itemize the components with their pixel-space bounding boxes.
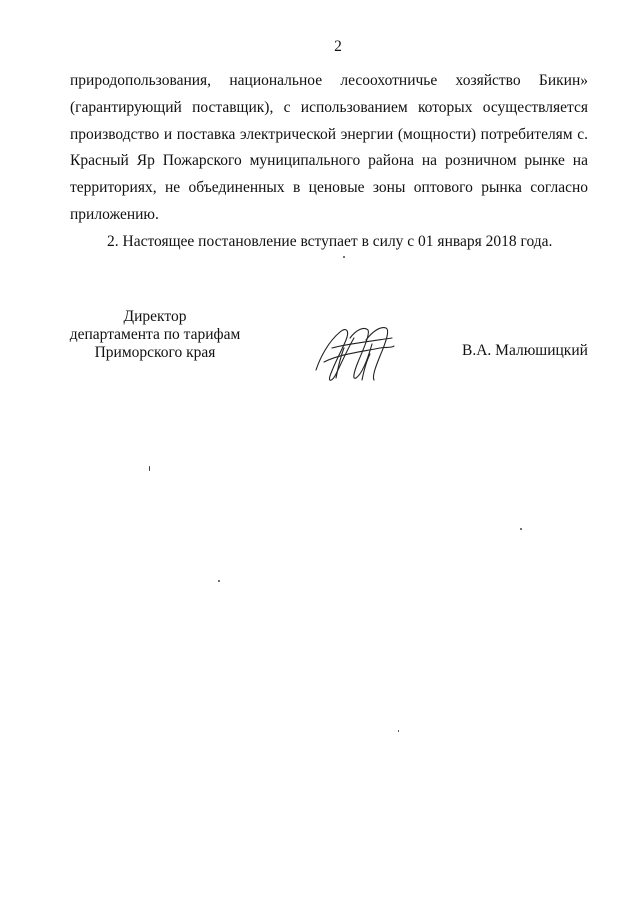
handwritten-signature	[306, 318, 402, 388]
scan-speck	[149, 466, 150, 471]
signer-title-line-1: Директор	[123, 308, 187, 325]
continued-paragraph: природопользования, национальное лесоохотничье хозяйство Бикин» (гарантирующий поставщик), с использованием которых осуществляется производство и поставка электрической энергии (мощности) потребителям с. Красный Яр Пожарского муниципального района на розничном рынке на территориях, не объединенных в ценовые зоны оптового рынка согласно приложению.	[70, 72, 588, 223]
scan-speck	[520, 528, 522, 530]
signer-title	[55, 308, 255, 362]
page-number: 2	[334, 38, 342, 55]
scan-speck	[343, 256, 345, 258]
effective-date-paragraph: 2. Настоящее постановление вступает в силу с 01 января 2018 года.	[107, 232, 553, 250]
scan-speck	[398, 730, 399, 732]
document-body	[70, 68, 588, 256]
signer-title-line-3: Приморского края	[94, 344, 216, 361]
scan-speck	[218, 580, 220, 582]
signer-name: В.А. Малюшицкий	[462, 342, 588, 359]
signer-title-line-2: департамента по тарифам	[69, 326, 241, 343]
